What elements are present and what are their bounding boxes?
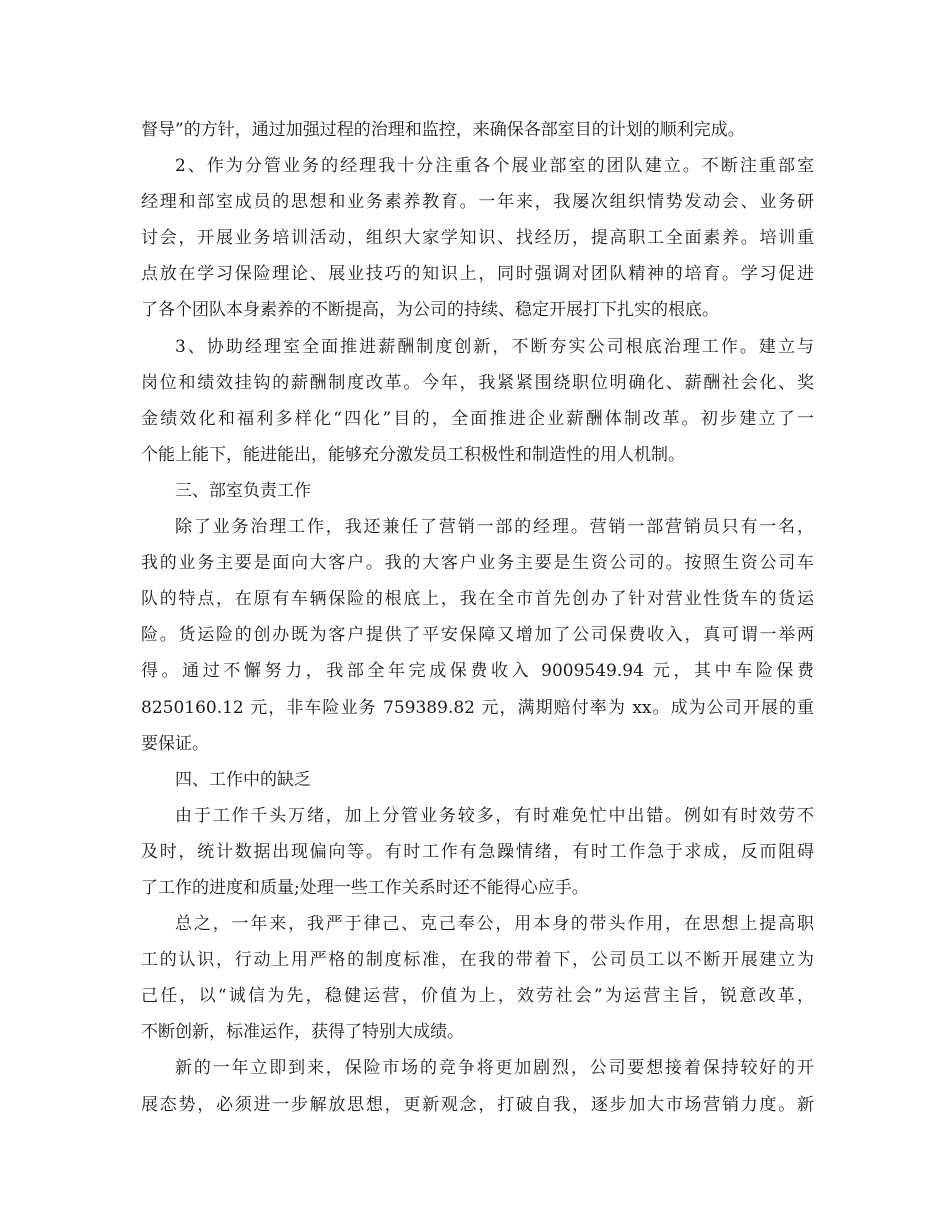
section-heading: 四、工作中的缺乏 — [175, 769, 311, 790]
paragraph-line: 岗位和绩效挂钩的薪酬制度改革。今年，我紧紧围绕职位明确化、薪酬社会化、奖 — [141, 372, 814, 393]
paragraph-line: 展态势，必须进一步解放思想，更新观念，打破自我，逐步加大市场营销力度。新 — [141, 1094, 814, 1115]
paragraph-line: 工的认识，行动上用严格的制度标准，在我的带着下，公司员工以不断开展建立为 — [141, 950, 814, 971]
paragraph-line: 个能上能下，能进能出，能够充分激发员工积极性和制造性的用人机制。 — [141, 444, 685, 465]
paragraph-line: 督导”的方针，通过加强过程的治理和监控，来确保各部室目的计划的顺利完成。 — [141, 120, 745, 140]
paragraph-line: 得。通过不懈努力，我部全年完成保费收入 9009549.94 元，其中车险保费 — [141, 661, 814, 682]
paragraph-line: 8250160.12 元，非车险业务 759389.82 元，满期赔付率为 xx。成为公司开展的重 — [141, 697, 814, 718]
paragraph-line: 了各个团队本身素养的不断提高，为公司的持续、稳定开展打下扎实的根底。 — [141, 300, 719, 321]
paragraph-line: 经理和部室成员的思想和业务素养教育。一年来，我屡次组织情势发动会、业务研 — [141, 192, 814, 213]
paragraph-line: 金绩效化和福利多样化“四化”目的，全面推进企业薪酬体制改革。初步建立了一 — [141, 408, 814, 429]
paragraph-line: 我的业务主要是面向大客户。我的大客户业务主要是生资公司的。按照生资公司车 — [141, 553, 814, 574]
paragraph-line: 3、协助经理室全面推进薪酬制度创新，不断夯实公司根底治理工作。建立与 — [175, 336, 814, 357]
paragraph-line: 除了业务治理工作，我还兼任了营销一部的经理。营销一部营销员只有一名， — [175, 517, 814, 538]
paragraph-line: 总之，一年来，我严于律己、克己奉公，用本身的带头作用，在思想上提高职 — [175, 914, 814, 935]
paragraph-line: 新的一年立即到来，保险市场的竞争将更加剧烈，公司要想接着保持较好的开 — [175, 1058, 814, 1079]
paragraph-line: 及时，统计数据出现偏向等。有时工作有急躁情绪，有时工作急于求成，反而阻碍 — [141, 841, 814, 862]
paragraph-line: 2、作为分管业务的经理我十分注重各个展业部室的团队建立。不断注重部室 — [175, 156, 814, 177]
document-page — [141, 112, 814, 1123]
paragraph-line: 队的特点，在原有车辆保险的根底上，我在全市首先创办了针对营业性货车的货运 — [141, 589, 814, 610]
paragraph-line: 点放在学习保险理论、展业技巧的知识上，同时强调对团队精神的培育。学习促进 — [141, 264, 814, 285]
paragraph-line: 要保证。 — [141, 733, 209, 754]
paragraph-line: 由于工作千头万绪，加上分管业务较多，有时难免忙中出错。例如有时效劳不 — [175, 805, 814, 826]
paragraph-line: 了工作的进度和质量;处理一些工作关系时还不能得心应手。 — [141, 877, 589, 898]
paragraph-line: 险。货运险的创办既为客户提供了平安保障又增加了公司保费收入，真可谓一举两 — [141, 625, 814, 646]
section-heading: 三、部室负责工作 — [175, 480, 311, 501]
paragraph-line: 不断创新，标准运作，获得了特别大成绩。 — [141, 1022, 464, 1043]
paragraph-line: 讨会，开展业务培训活动，组织大家学知识、找经历，提高职工全面素养。培训重 — [141, 228, 814, 249]
paragraph-line: 己任，以“诚信为先，稳健运营，价值为上，效劳社会”为运营主旨，锐意改革， — [141, 986, 814, 1007]
